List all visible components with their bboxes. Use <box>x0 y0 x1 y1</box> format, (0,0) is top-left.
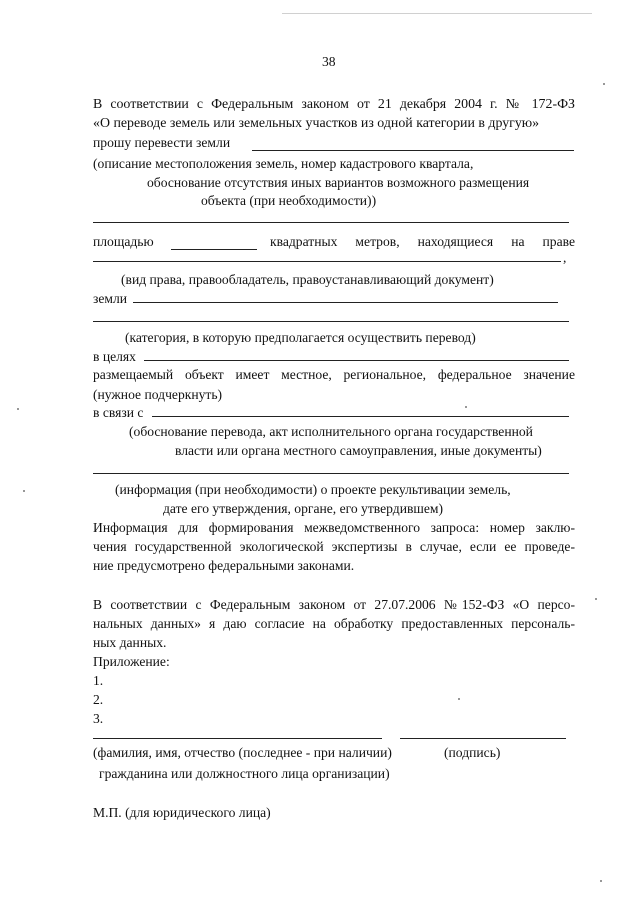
location-continuation-field[interactable] <box>93 222 569 223</box>
recultivation-hint-line-2: дате его утверждения, органе, его утвердившем) <box>163 501 444 516</box>
purpose-field[interactable] <box>144 360 569 361</box>
recultivation-hint-line-1: (информация (при необходимости) о проекте рекультивации земель, <box>115 482 511 497</box>
attachment-item: 2. <box>93 692 104 707</box>
area-label: площадью <box>93 234 154 249</box>
scan-speck <box>458 698 460 700</box>
lands-label: земли <box>93 291 128 306</box>
purpose-label: в целях <box>93 349 136 364</box>
right-field[interactable] <box>93 261 561 262</box>
lands-field[interactable] <box>133 302 558 303</box>
reason-field[interactable] <box>152 416 569 417</box>
recultivation-field[interactable] <box>93 473 569 474</box>
right-field-comma: , <box>563 250 567 265</box>
scan-speck <box>465 406 467 408</box>
location-hint-line-3: объекта (при необходимости)) <box>201 193 377 208</box>
consent-line-3: ных данных. <box>93 635 167 650</box>
full-name-field[interactable] <box>93 738 382 739</box>
interagency-line-3: ние предусмотрено федеральными законами. <box>93 558 355 573</box>
consent-line-1: В соответствии с Федеральным законом от 27.07.2006 №152-ФЗ «О персо- <box>93 597 575 612</box>
location-hint-line-1: (описание местоположения земель, номер кадастрового квартала, <box>93 156 474 171</box>
scan-edge-line <box>282 13 592 14</box>
reason-hint-line-1: (обоснование перевода, акт исполнительного органа государственной <box>129 424 533 439</box>
intro-line-1: В соответствии с Федеральным законом от 21 декабря 2004 г. № 172-ФЗ <box>93 97 575 112</box>
scan-speck <box>595 598 597 600</box>
signature-field[interactable] <box>400 738 566 739</box>
category-hint: (категория, в которую предполагается осуществить перевод) <box>125 330 476 345</box>
scan-speck <box>17 408 19 410</box>
attachment-item: 3. <box>93 711 104 726</box>
scan-speck <box>603 83 605 85</box>
interagency-line-1: Информация для формирования межведомственного запроса: номер заклю- <box>93 520 575 535</box>
intro-line-2: «О переводе земель или земельных участков из одной категории в другую» <box>93 116 540 131</box>
scan-speck <box>23 490 25 492</box>
full-name-hint-line-1: (фамилия, имя, отчество (последнее - при наличии) <box>93 745 392 760</box>
scan-speck <box>600 880 602 882</box>
category-field[interactable] <box>93 321 569 322</box>
interagency-line-2: чения государственной экологической экспертизы в случае, если ее проведе- <box>93 539 575 554</box>
significance-line-2: (нужное подчеркнуть) <box>93 387 223 402</box>
attachments-label: Приложение: <box>93 654 170 669</box>
area-unit-text: квадратных метров, находящиеся на праве <box>270 234 575 249</box>
reason-label: в связи с <box>93 405 144 420</box>
signature-hint: (подпись) <box>444 745 501 760</box>
page-number: 38 <box>322 54 336 69</box>
consent-line-2: нальных данных» я даю согласие на обработку предоставленных персональ- <box>93 616 575 631</box>
significance-line-1: размещаемый объект имеет местное, региональное, федеральное значение <box>93 367 575 382</box>
area-field[interactable] <box>171 249 257 250</box>
reason-hint-line-2: власти или органа местного самоуправления, иные документы) <box>175 443 542 458</box>
location-hint-line-2: обоснование отсутствия иных вариантов возможного размещения <box>147 175 530 190</box>
attachment-item: 1. <box>93 673 104 688</box>
land-location-field[interactable] <box>252 150 574 151</box>
full-name-hint-line-2: гражданина или должностного лица организации) <box>99 766 390 781</box>
right-hint: (вид права, правообладатель, правоустанавливающий документ) <box>121 272 494 287</box>
intro-line-3: прошу перевести земли <box>93 135 231 150</box>
stamp-label: М.П. (для юридического лица) <box>93 805 271 820</box>
